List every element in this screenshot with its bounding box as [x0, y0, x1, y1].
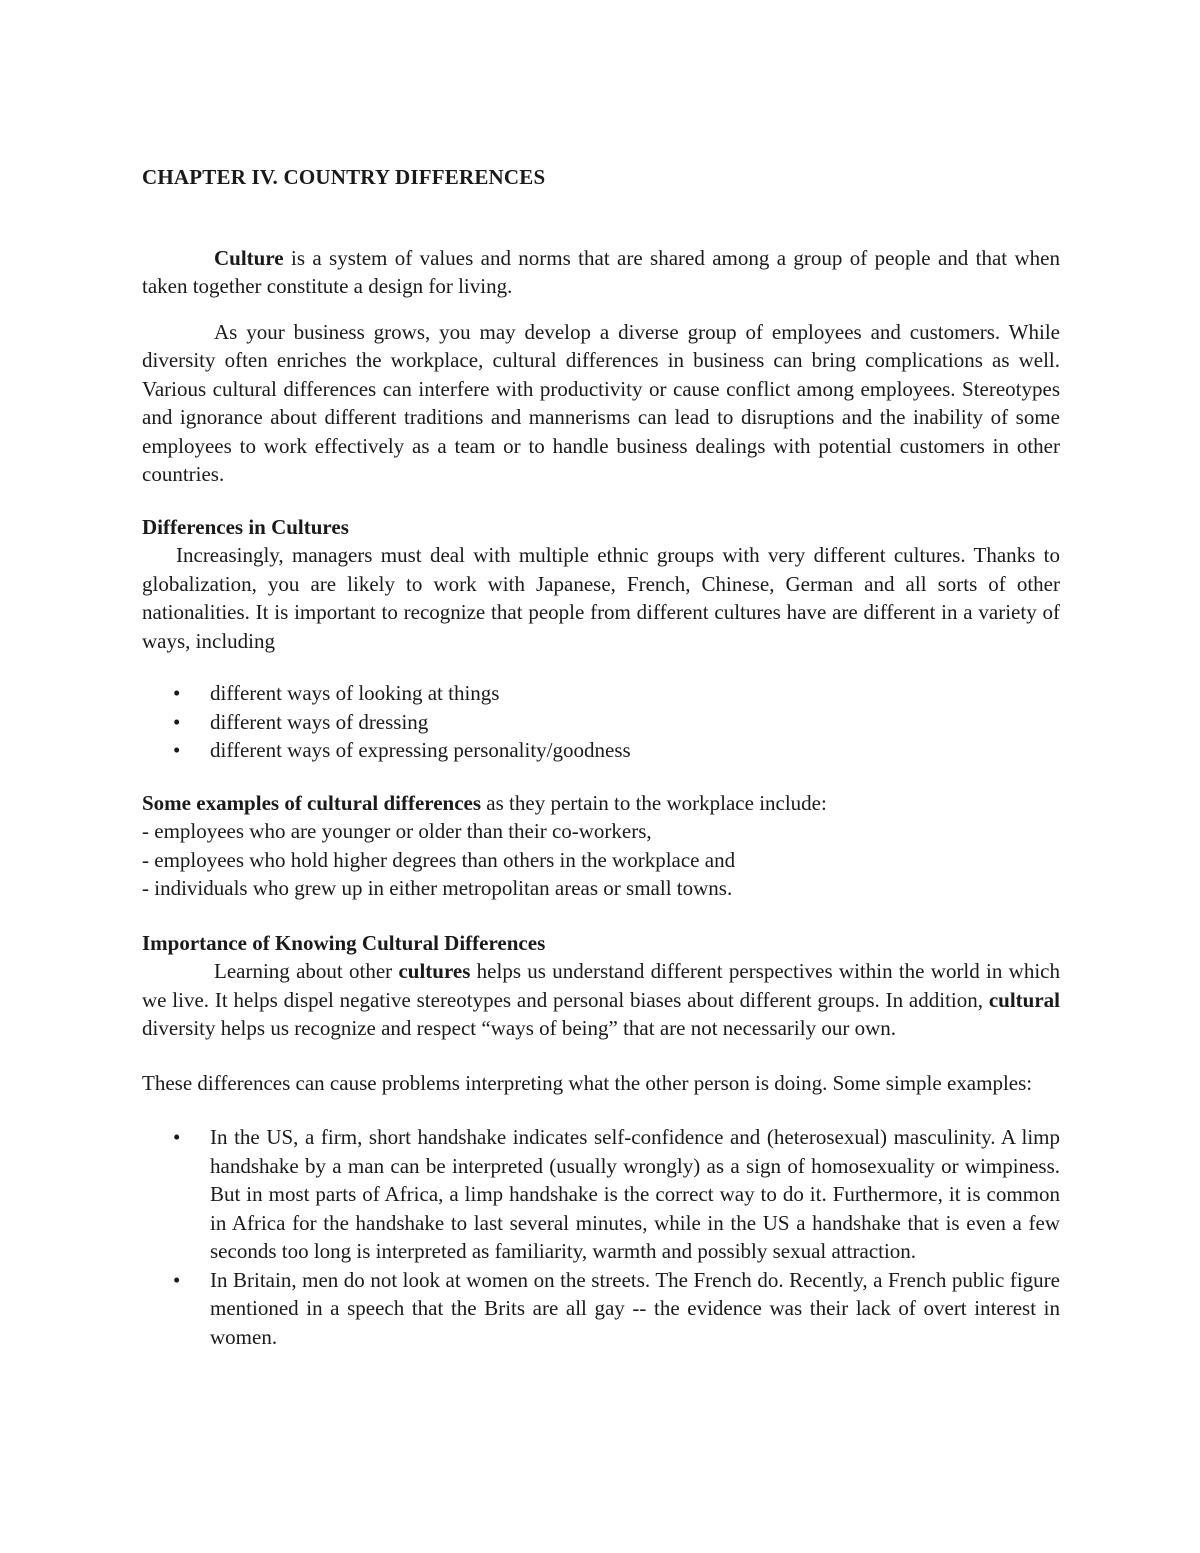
differences-heading: Differences in Cultures: [142, 514, 349, 539]
list-item: • different ways of looking at things: [142, 679, 1060, 708]
culture-definition-text: is a system of values and norms that are shared among a group of people and that when taken together constitute a design for living.: [142, 245, 1060, 298]
bullet-icon: •: [173, 738, 181, 762]
example-line: - employees who hold higher degrees than others in the workplace and: [142, 847, 736, 872]
problems-intro: These differences can cause problems interpreting what the other person is doing. Some simple examples:: [142, 1070, 1033, 1095]
bullet-icon: •: [173, 681, 181, 705]
bullet-icon: •: [173, 1125, 181, 1149]
differences-paragraph: Increasingly, managers must deal with multiple ethnic groups with very different cultures. Thanks to globalization, you are likely to work with Japanese, French, Chinese, German and all sorts of other nationalities. It is important to recognize that people from different cultures have are different in a variety of ways, including: [142, 543, 1060, 653]
example-line: - individuals who grew up in either metropolitan areas or small towns.: [142, 876, 733, 900]
business-diversity-paragraph: As your business grows, you may develop a diverse group of employees and customers. While diversity often enriches the workplace, cultural differences in business can bring complications as well. Various cultural differences can interfere with productivity or cause conflict among employees. Stereotypes and ignorance about different traditions and mannerisms can lead to disruptions and the inability of some employees to work effectively as a team or to handle business dealings with potential customers in other countries.: [142, 319, 1060, 486]
importance-paragraph: Learning about other cultures helps us understand different perspectives within the world in which we live. It helps dispel negative stereotypes and personal biases about different groups. In addition, cultural diversity helps us recognize and respect “ways of being” that are not necessarily our own.: [142, 959, 1060, 1040]
list-item: • different ways of dressing: [142, 708, 1060, 737]
chapter-title: CHAPTER IV. COUNTRY DIFFERENCES: [142, 165, 546, 189]
example-line: - employees who are younger or older than their co-workers,: [142, 819, 652, 843]
culture-term: Culture: [214, 245, 284, 270]
bullet-icon: •: [173, 709, 181, 734]
problems-list: [142, 1123, 1060, 1351]
importance-heading: Importance of Knowing Cultural Differences: [142, 930, 546, 955]
culture-definition-paragraph: [142, 244, 1060, 301]
examples-lead-bold: Some examples of cultural differences: [142, 790, 482, 815]
examples-lead: Some examples of cultural differences as they pertain to the workplace include:: [142, 790, 827, 815]
list-item: • In Britain, men do not look at women on the streets. The French do. Recently, a French public figure mentioned in a speech that the Brits are all gay -- the evidence was their lack of overt interest in women.: [173, 1267, 1060, 1349]
list-item: • different ways of expressing personality/goodness: [142, 736, 1060, 765]
document-page: [142, 163, 1060, 1351]
bullet-icon: •: [173, 1267, 181, 1292]
list-item: • In the US, a firm, short handshake indicates self-confidence and (heterosexual) masculinity. A limp handshake by a man can be interpreted (usually wrongly) as a sign of homosexuality or wimpiness. But in most parts of Africa, a limp handshake is the correct way to do it. Furthermore, it is common in Africa for the handshake to last several minutes, while in the US a handshake that is even a few seconds too long is interpreted as familiarity, warmth and possibly sexual attraction.: [173, 1125, 1060, 1263]
differences-list: [142, 679, 1060, 765]
